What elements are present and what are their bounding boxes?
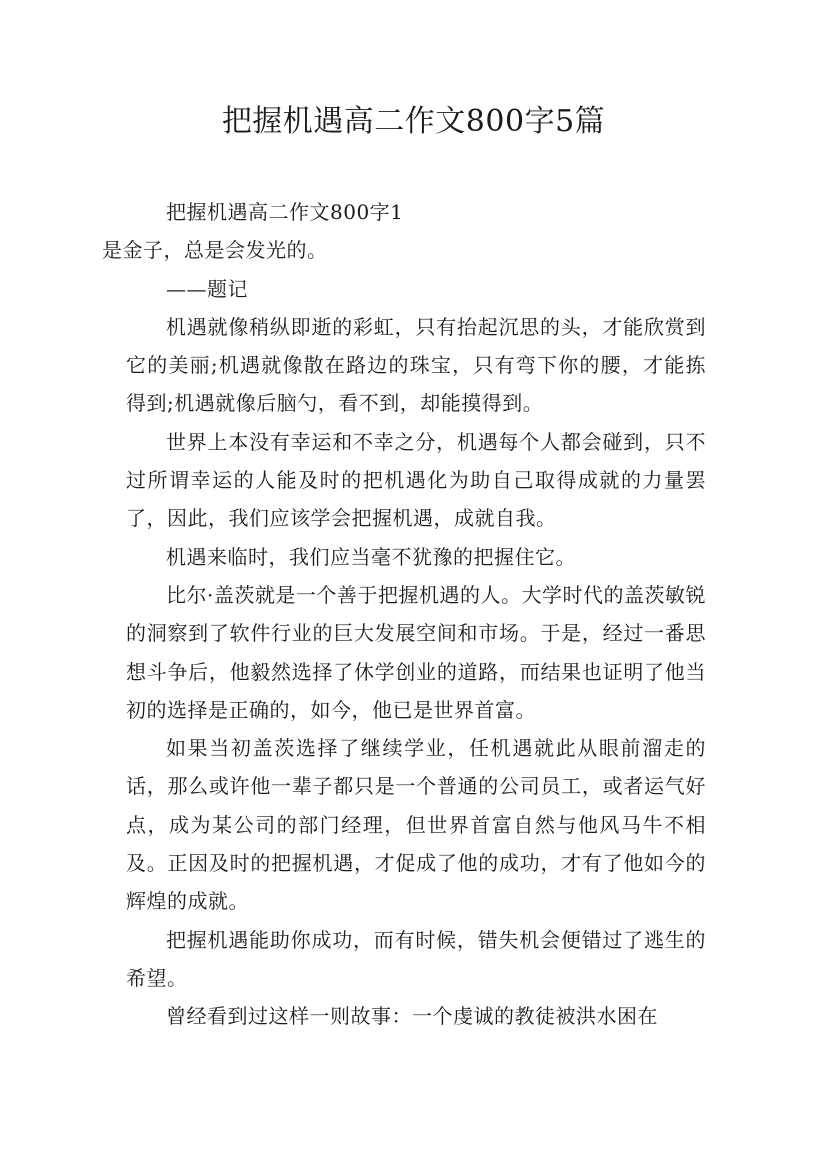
document-body xyxy=(102,193,706,1036)
paragraph: 比尔·盖茨就是一个善于把握机遇的人。大学时代的盖茨敏锐的洞察到了软件行业的巨大发展空间和市场。于是，经过一番思想斗争后，他毅然选择了休学创业的道路，而结果也证明了他当初的选择是正确的，如今，他已是世界首富。 xyxy=(126,582,706,722)
paragraph-heading: 把握机遇高二作文800字1 xyxy=(166,200,404,224)
paragraph: 如果当初盖茨选择了继续学业，任机遇就此从眼前溜走的话，那么或许他一辈子都只是一个普通的公司员工，或者运气好点，成为某公司的部门经理，但世界首富自然与他风马牛不相及。正因及时的把握机遇，才促成了他的成功，才有了他如今的辉煌的成就。 xyxy=(126,736,706,914)
paragraph: 机遇就像稍纵即逝的彩虹，只有抬起沉思的头，才能欣赏到它的美丽;机遇就像散在路边的珠宝，只有弯下你的腰，才能拣得到;机遇就像后脑勺，看不到，却能摸得到。 xyxy=(126,314,706,416)
paragraph-epigraph-source: ——题记 xyxy=(166,276,248,301)
paragraph: 世界上本没有幸运和不幸之分，机遇每个人都会碰到，只不过所谓幸运的人能及时的把机遇化为助自己取得成就的力量罢了，因此，我们应该学会把握机遇，成就自我。 xyxy=(126,429,706,531)
paragraph: 曾经看到过这样一则故事：一个虔诚的教徒被洪水困在 xyxy=(166,1004,658,1029)
paragraph: 机遇来临时，我们应当毫不犹豫的把握住它。 xyxy=(166,544,576,569)
paragraph: 把握机遇能助你成功，而有时候，错失机会便错过了逃生的希望。 xyxy=(126,927,706,990)
paragraph-epigraph: 是金子，总是会发光的。 xyxy=(102,238,328,263)
document-title: 把握机遇高二作文800字5篇 xyxy=(221,104,606,139)
